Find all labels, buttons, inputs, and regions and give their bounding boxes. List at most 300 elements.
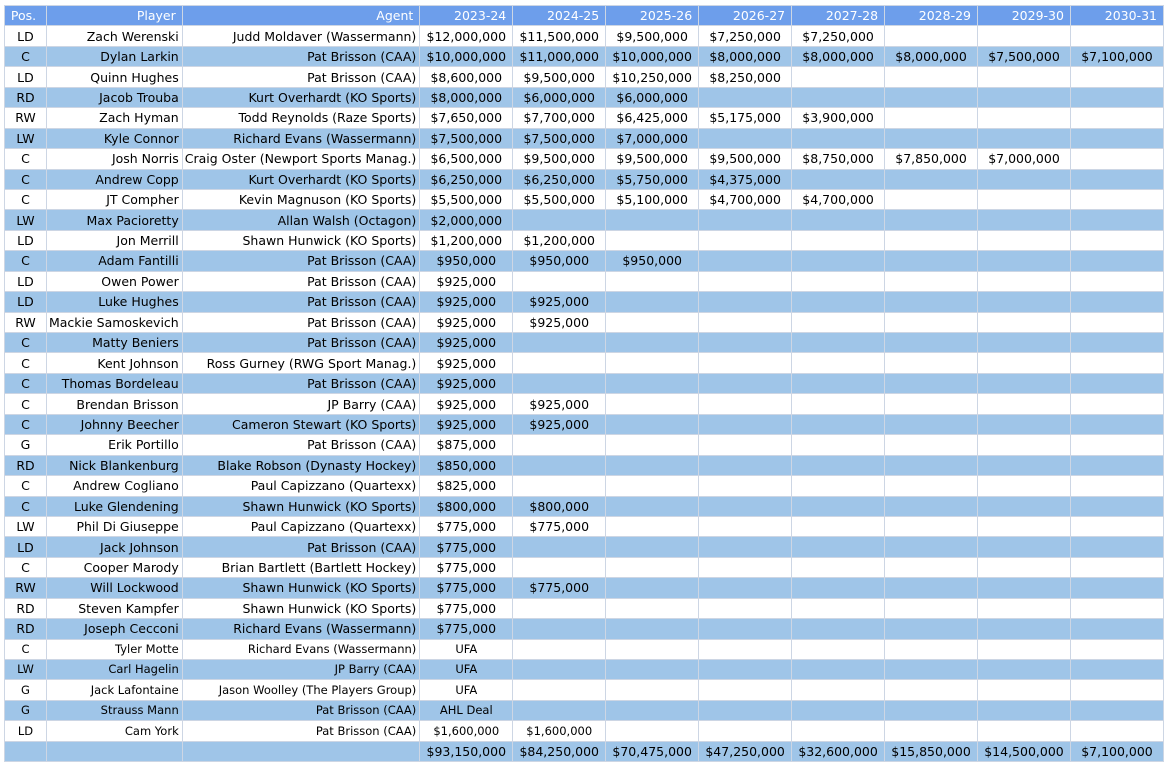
salary-cell[interactable] — [885, 619, 978, 639]
salary-cell[interactable] — [699, 312, 792, 332]
salary-cell[interactable]: $7,250,000 — [792, 26, 885, 46]
salary-cell[interactable] — [513, 210, 606, 230]
salary-cell[interactable] — [885, 230, 978, 250]
agent-cell[interactable]: Paul Capizzano (Quartexx) — [182, 516, 420, 536]
salary-cell[interactable]: $5,175,000 — [699, 108, 792, 128]
player-cell[interactable]: Mackie Samoskevich — [46, 312, 182, 332]
salary-cell[interactable] — [978, 680, 1071, 700]
salary-cell[interactable] — [699, 619, 792, 639]
position-cell[interactable]: C — [5, 189, 47, 209]
salary-cell[interactable] — [792, 67, 885, 87]
salary-cell[interactable] — [699, 271, 792, 291]
salary-cell[interactable] — [606, 210, 699, 230]
salary-cell[interactable] — [885, 108, 978, 128]
salary-cell[interactable]: $5,500,000 — [420, 189, 513, 209]
header-2028-29[interactable]: 2028-29 — [885, 6, 978, 26]
salary-cell[interactable] — [978, 639, 1071, 659]
position-cell[interactable]: C — [5, 414, 47, 434]
salary-cell[interactable] — [978, 455, 1071, 475]
salary-cell[interactable]: $950,000 — [606, 251, 699, 271]
totals-blank-pos[interactable] — [5, 741, 47, 761]
agent-cell[interactable]: Richard Evans (Wassermann) — [182, 619, 420, 639]
salary-cell[interactable] — [885, 721, 978, 741]
salary-cell[interactable]: $825,000 — [420, 476, 513, 496]
total-cell[interactable]: $32,600,000 — [792, 741, 885, 761]
salary-cell[interactable]: $925,000 — [513, 414, 606, 434]
player-cell[interactable]: Steven Kampfer — [46, 598, 182, 618]
agent-cell[interactable]: Pat Brisson (CAA) — [182, 251, 420, 271]
position-cell[interactable]: C — [5, 373, 47, 393]
player-cell[interactable]: Joseph Cecconi — [46, 619, 182, 639]
salary-cell[interactable]: UFA — [420, 660, 513, 680]
salary-cell[interactable] — [978, 578, 1071, 598]
totals-blank-agent[interactable] — [182, 741, 420, 761]
salary-cell[interactable] — [885, 26, 978, 46]
salary-cell[interactable] — [978, 87, 1071, 107]
salary-cell[interactable]: $7,500,000 — [420, 128, 513, 148]
salary-cell[interactable] — [699, 373, 792, 393]
salary-cell[interactable] — [1070, 271, 1163, 291]
player-cell[interactable]: Zach Werenski — [46, 26, 182, 46]
salary-cell[interactable] — [885, 496, 978, 516]
salary-cell[interactable] — [978, 721, 1071, 741]
agent-cell[interactable]: Todd Reynolds (Raze Sports) — [182, 108, 420, 128]
salary-cell[interactable]: $925,000 — [513, 312, 606, 332]
salary-cell[interactable] — [978, 660, 1071, 680]
salary-cell[interactable] — [885, 537, 978, 557]
salary-cell[interactable] — [1070, 414, 1163, 434]
player-cell[interactable]: Max Pacioretty — [46, 210, 182, 230]
position-cell[interactable]: C — [5, 169, 47, 189]
salary-cell[interactable] — [978, 516, 1071, 536]
salary-cell[interactable] — [792, 333, 885, 353]
agent-cell[interactable]: Judd Moldaver (Wassermann) — [182, 26, 420, 46]
salary-cell[interactable] — [978, 108, 1071, 128]
salary-cell[interactable] — [1070, 680, 1163, 700]
salary-cell[interactable] — [699, 353, 792, 373]
agent-cell[interactable]: JP Barry (CAA) — [182, 394, 420, 414]
salary-cell[interactable] — [606, 700, 699, 720]
salary-cell[interactable] — [699, 455, 792, 475]
salary-cell[interactable] — [606, 271, 699, 291]
salary-cell[interactable] — [885, 271, 978, 291]
position-cell[interactable]: RD — [5, 619, 47, 639]
salary-cell[interactable] — [699, 435, 792, 455]
salary-cell[interactable] — [978, 292, 1071, 312]
salary-cell[interactable] — [513, 435, 606, 455]
player-cell[interactable]: Jon Merrill — [46, 230, 182, 250]
salary-cell[interactable] — [885, 169, 978, 189]
agent-cell[interactable]: Pat Brisson (CAA) — [182, 333, 420, 353]
salary-cell[interactable] — [978, 128, 1071, 148]
salary-cell[interactable] — [978, 210, 1071, 230]
salary-cell[interactable] — [699, 210, 792, 230]
salary-cell[interactable] — [1070, 251, 1163, 271]
salary-cell[interactable] — [1070, 557, 1163, 577]
header-2026-27[interactable]: 2026-27 — [699, 6, 792, 26]
salary-cell[interactable] — [606, 660, 699, 680]
salary-cell[interactable] — [606, 414, 699, 434]
salary-cell[interactable] — [606, 455, 699, 475]
salary-cell[interactable]: UFA — [420, 680, 513, 700]
agent-cell[interactable]: Kevin Magnuson (KO Sports) — [182, 189, 420, 209]
salary-cell[interactable]: $6,250,000 — [420, 169, 513, 189]
player-cell[interactable]: Erik Portillo — [46, 435, 182, 455]
salary-cell[interactable]: $775,000 — [420, 557, 513, 577]
salary-cell[interactable] — [885, 516, 978, 536]
salary-cell[interactable] — [978, 537, 1071, 557]
position-cell[interactable]: RD — [5, 455, 47, 475]
player-cell[interactable]: Thomas Bordeleau — [46, 373, 182, 393]
salary-cell[interactable]: $9,500,000 — [606, 149, 699, 169]
salary-cell[interactable] — [792, 87, 885, 107]
salary-cell[interactable] — [792, 169, 885, 189]
salary-cell[interactable]: $775,000 — [420, 598, 513, 618]
salary-cell[interactable] — [606, 476, 699, 496]
salary-cell[interactable]: $7,850,000 — [885, 149, 978, 169]
salary-cell[interactable]: $5,100,000 — [606, 189, 699, 209]
salary-cell[interactable] — [1070, 373, 1163, 393]
salary-cell[interactable]: $7,100,000 — [1070, 46, 1163, 66]
salary-cell[interactable] — [513, 639, 606, 659]
salary-cell[interactable] — [1070, 26, 1163, 46]
salary-cell[interactable] — [1070, 537, 1163, 557]
player-cell[interactable]: Adam Fantilli — [46, 251, 182, 271]
salary-cell[interactable] — [1070, 455, 1163, 475]
player-cell[interactable]: Cam York — [46, 721, 182, 741]
position-cell[interactable]: C — [5, 639, 47, 659]
total-cell[interactable]: $70,475,000 — [606, 741, 699, 761]
total-cell[interactable]: $7,100,000 — [1070, 741, 1163, 761]
salary-cell[interactable] — [978, 373, 1071, 393]
salary-cell[interactable] — [792, 455, 885, 475]
salary-cell[interactable]: $925,000 — [420, 394, 513, 414]
salary-cell[interactable]: $925,000 — [513, 394, 606, 414]
salary-cell[interactable] — [1070, 598, 1163, 618]
salary-cell[interactable] — [1070, 108, 1163, 128]
player-cell[interactable]: Quinn Hughes — [46, 67, 182, 87]
salary-cell[interactable] — [1070, 87, 1163, 107]
salary-cell[interactable] — [699, 414, 792, 434]
salary-cell[interactable] — [978, 333, 1071, 353]
header-player[interactable]: Player — [46, 6, 182, 26]
player-cell[interactable]: Phil Di Giuseppe — [46, 516, 182, 536]
salary-cell[interactable] — [1070, 516, 1163, 536]
agent-cell[interactable]: Richard Evans (Wassermann) — [182, 128, 420, 148]
salary-cell[interactable]: $4,375,000 — [699, 169, 792, 189]
player-cell[interactable]: Zach Hyman — [46, 108, 182, 128]
salary-cell[interactable] — [1070, 394, 1163, 414]
salary-cell[interactable]: $6,425,000 — [606, 108, 699, 128]
salary-cell[interactable] — [978, 619, 1071, 639]
salary-cell[interactable] — [978, 230, 1071, 250]
salary-cell[interactable] — [606, 353, 699, 373]
salary-cell[interactable] — [513, 333, 606, 353]
salary-cell[interactable]: $11,500,000 — [513, 26, 606, 46]
salary-cell[interactable] — [513, 455, 606, 475]
salary-cell[interactable] — [1070, 189, 1163, 209]
salary-cell[interactable]: $1,600,000 — [420, 721, 513, 741]
position-cell[interactable]: LW — [5, 210, 47, 230]
salary-cell[interactable]: $6,250,000 — [513, 169, 606, 189]
salary-cell[interactable] — [792, 210, 885, 230]
salary-cell[interactable] — [699, 537, 792, 557]
position-cell[interactable]: RD — [5, 598, 47, 618]
agent-cell[interactable]: Blake Robson (Dynasty Hockey) — [182, 455, 420, 475]
salary-cell[interactable] — [1070, 353, 1163, 373]
salary-cell[interactable] — [606, 292, 699, 312]
salary-cell[interactable] — [699, 680, 792, 700]
salary-cell[interactable] — [885, 210, 978, 230]
agent-cell[interactable]: Pat Brisson (CAA) — [182, 373, 420, 393]
salary-cell[interactable]: $8,000,000 — [885, 46, 978, 66]
position-cell[interactable]: LW — [5, 660, 47, 680]
salary-cell[interactable]: $1,200,000 — [420, 230, 513, 250]
salary-cell[interactable]: $8,250,000 — [699, 67, 792, 87]
salary-cell[interactable]: $9,500,000 — [513, 67, 606, 87]
salary-cell[interactable]: $775,000 — [420, 516, 513, 536]
salary-cell[interactable]: $9,500,000 — [699, 149, 792, 169]
agent-cell[interactable]: Pat Brisson (CAA) — [182, 700, 420, 720]
agent-cell[interactable]: Shawn Hunwick (KO Sports) — [182, 598, 420, 618]
position-cell[interactable]: C — [5, 353, 47, 373]
position-cell[interactable]: LD — [5, 292, 47, 312]
salary-cell[interactable] — [513, 476, 606, 496]
agent-cell[interactable]: Pat Brisson (CAA) — [182, 312, 420, 332]
salary-cell[interactable] — [978, 312, 1071, 332]
salary-cell[interactable] — [885, 435, 978, 455]
salary-cell[interactable] — [1070, 435, 1163, 455]
salary-cell[interactable] — [699, 721, 792, 741]
salary-cell[interactable] — [978, 557, 1071, 577]
salary-cell[interactable] — [513, 619, 606, 639]
salary-cell[interactable] — [513, 271, 606, 291]
player-cell[interactable]: Owen Power — [46, 271, 182, 291]
salary-cell[interactable]: $925,000 — [420, 271, 513, 291]
header-agent[interactable]: Agent — [182, 6, 420, 26]
salary-cell[interactable] — [699, 598, 792, 618]
salary-cell[interactable]: $7,500,000 — [978, 46, 1071, 66]
agent-cell[interactable]: JP Barry (CAA) — [182, 660, 420, 680]
salary-cell[interactable]: $775,000 — [513, 578, 606, 598]
salary-cell[interactable]: $10,000,000 — [420, 46, 513, 66]
salary-cell[interactable] — [978, 169, 1071, 189]
header-2027-28[interactable]: 2027-28 — [792, 6, 885, 26]
agent-cell[interactable]: Pat Brisson (CAA) — [182, 67, 420, 87]
salary-cell[interactable] — [1070, 67, 1163, 87]
position-cell[interactable]: LD — [5, 537, 47, 557]
salary-cell[interactable] — [699, 230, 792, 250]
salary-cell[interactable] — [978, 394, 1071, 414]
salary-cell[interactable] — [606, 516, 699, 536]
salary-cell[interactable] — [1070, 721, 1163, 741]
salary-cell[interactable] — [885, 414, 978, 434]
position-cell[interactable]: C — [5, 251, 47, 271]
salary-cell[interactable]: AHL Deal — [420, 700, 513, 720]
salary-cell[interactable] — [885, 67, 978, 87]
salary-cell[interactable] — [699, 496, 792, 516]
salary-cell[interactable]: $775,000 — [420, 537, 513, 557]
salary-cell[interactable]: $800,000 — [420, 496, 513, 516]
salary-cell[interactable] — [792, 598, 885, 618]
header-2025-26[interactable]: 2025-26 — [606, 6, 699, 26]
salary-cell[interactable] — [606, 373, 699, 393]
salary-cell[interactable]: $925,000 — [420, 292, 513, 312]
salary-cell[interactable] — [513, 660, 606, 680]
salary-cell[interactable] — [513, 700, 606, 720]
player-cell[interactable]: Kyle Connor — [46, 128, 182, 148]
salary-cell[interactable] — [606, 578, 699, 598]
agent-cell[interactable]: Shawn Hunwick (KO Sports) — [182, 578, 420, 598]
salary-cell[interactable] — [606, 333, 699, 353]
salary-cell[interactable] — [885, 598, 978, 618]
salary-cell[interactable] — [792, 721, 885, 741]
salary-cell[interactable]: $7,700,000 — [513, 108, 606, 128]
total-cell[interactable]: $84,250,000 — [513, 741, 606, 761]
salary-cell[interactable] — [699, 333, 792, 353]
salary-cell[interactable] — [1070, 292, 1163, 312]
salary-cell[interactable] — [1070, 496, 1163, 516]
salary-cell[interactable] — [1070, 333, 1163, 353]
agent-cell[interactable]: Jason Woolley (The Players Group) — [182, 680, 420, 700]
salary-cell[interactable] — [1070, 578, 1163, 598]
position-cell[interactable]: LW — [5, 516, 47, 536]
player-cell[interactable]: JT Compher — [46, 189, 182, 209]
salary-cell[interactable] — [606, 598, 699, 618]
agent-cell[interactable]: Shawn Hunwick (KO Sports) — [182, 230, 420, 250]
salary-cell[interactable]: $8,600,000 — [420, 67, 513, 87]
player-cell[interactable]: Jacob Trouba — [46, 87, 182, 107]
player-cell[interactable]: Tyler Motte — [46, 639, 182, 659]
salary-cell[interactable]: $10,250,000 — [606, 67, 699, 87]
position-cell[interactable]: LD — [5, 67, 47, 87]
salary-cell[interactable] — [792, 414, 885, 434]
salary-cell[interactable] — [885, 312, 978, 332]
player-cell[interactable]: Will Lockwood — [46, 578, 182, 598]
salary-cell[interactable]: $8,000,000 — [792, 46, 885, 66]
header-pos[interactable]: Pos. — [5, 6, 47, 26]
agent-cell[interactable]: Brian Bartlett (Bartlett Hockey) — [182, 557, 420, 577]
salary-cell[interactable]: $6,000,000 — [513, 87, 606, 107]
salary-cell[interactable] — [1070, 476, 1163, 496]
salary-cell[interactable] — [699, 578, 792, 598]
player-cell[interactable]: Johnny Beecher — [46, 414, 182, 434]
salary-cell[interactable] — [978, 26, 1071, 46]
salary-cell[interactable]: $7,500,000 — [513, 128, 606, 148]
salary-cell[interactable]: $1,600,000 — [513, 721, 606, 741]
salary-cell[interactable]: $8,000,000 — [420, 87, 513, 107]
salary-cell[interactable]: $9,500,000 — [513, 149, 606, 169]
salary-cell[interactable] — [513, 598, 606, 618]
position-cell[interactable]: C — [5, 149, 47, 169]
salary-cell[interactable] — [885, 455, 978, 475]
salary-cell[interactable] — [792, 394, 885, 414]
header-2023-24[interactable]: 2023-24 — [420, 6, 513, 26]
agent-cell[interactable]: Pat Brisson (CAA) — [182, 435, 420, 455]
position-cell[interactable]: RW — [5, 108, 47, 128]
salary-cell[interactable] — [885, 476, 978, 496]
salary-cell[interactable] — [978, 189, 1071, 209]
salary-cell[interactable] — [699, 394, 792, 414]
agent-cell[interactable]: Pat Brisson (CAA) — [182, 46, 420, 66]
salary-cell[interactable]: $925,000 — [420, 333, 513, 353]
salary-cell[interactable]: $6,000,000 — [606, 87, 699, 107]
player-cell[interactable]: Luke Hughes — [46, 292, 182, 312]
salary-cell[interactable] — [792, 230, 885, 250]
position-cell[interactable]: LD — [5, 26, 47, 46]
salary-cell[interactable] — [792, 700, 885, 720]
salary-cell[interactable] — [699, 557, 792, 577]
agent-cell[interactable]: Cameron Stewart (KO Sports) — [182, 414, 420, 434]
salary-cell[interactable] — [1070, 700, 1163, 720]
position-cell[interactable]: LD — [5, 230, 47, 250]
salary-cell[interactable] — [792, 292, 885, 312]
salary-cell[interactable] — [978, 700, 1071, 720]
salary-cell[interactable] — [885, 700, 978, 720]
salary-cell[interactable] — [792, 578, 885, 598]
salary-cell[interactable]: $5,500,000 — [513, 189, 606, 209]
salary-cell[interactable] — [792, 476, 885, 496]
salary-cell[interactable] — [792, 619, 885, 639]
position-cell[interactable]: RW — [5, 578, 47, 598]
salary-cell[interactable] — [978, 496, 1071, 516]
agent-cell[interactable]: Pat Brisson (CAA) — [182, 537, 420, 557]
salary-cell[interactable] — [885, 373, 978, 393]
player-cell[interactable]: Luke Glendening — [46, 496, 182, 516]
position-cell[interactable]: G — [5, 435, 47, 455]
agent-cell[interactable]: Paul Capizzano (Quartexx) — [182, 476, 420, 496]
salary-cell[interactable] — [1070, 619, 1163, 639]
salary-cell[interactable] — [978, 476, 1071, 496]
agent-cell[interactable]: Richard Evans (Wassermann) — [182, 639, 420, 659]
position-cell[interactable]: RW — [5, 312, 47, 332]
salary-cell[interactable] — [513, 537, 606, 557]
salary-cell[interactable] — [885, 639, 978, 659]
player-cell[interactable]: Cooper Marody — [46, 557, 182, 577]
salary-cell[interactable] — [513, 373, 606, 393]
salary-cell[interactable] — [885, 680, 978, 700]
salary-cell[interactable] — [792, 312, 885, 332]
salary-cell[interactable] — [885, 251, 978, 271]
salary-cell[interactable] — [885, 353, 978, 373]
salary-cell[interactable]: $7,250,000 — [699, 26, 792, 46]
salary-cell[interactable] — [792, 516, 885, 536]
position-cell[interactable]: G — [5, 680, 47, 700]
position-cell[interactable]: RD — [5, 87, 47, 107]
salary-cell[interactable] — [699, 660, 792, 680]
salary-cell[interactable] — [513, 557, 606, 577]
salary-cell[interactable]: $800,000 — [513, 496, 606, 516]
salary-cell[interactable]: $7,000,000 — [978, 149, 1071, 169]
salary-cell[interactable] — [792, 557, 885, 577]
salary-cell[interactable] — [792, 537, 885, 557]
salary-cell[interactable] — [792, 271, 885, 291]
salary-cell[interactable] — [978, 353, 1071, 373]
totals-blank-player[interactable] — [46, 741, 182, 761]
salary-cell[interactable] — [885, 189, 978, 209]
position-cell[interactable]: LD — [5, 721, 47, 741]
salary-cell[interactable] — [513, 353, 606, 373]
salary-cell[interactable] — [699, 516, 792, 536]
salary-cell[interactable] — [792, 251, 885, 271]
salary-cell[interactable] — [699, 87, 792, 107]
player-cell[interactable]: Andrew Cogliano — [46, 476, 182, 496]
salary-cell[interactable] — [978, 414, 1071, 434]
salary-cell[interactable] — [1070, 210, 1163, 230]
position-cell[interactable]: LW — [5, 128, 47, 148]
salary-cell[interactable] — [606, 230, 699, 250]
player-cell[interactable]: Nick Blankenburg — [46, 455, 182, 475]
